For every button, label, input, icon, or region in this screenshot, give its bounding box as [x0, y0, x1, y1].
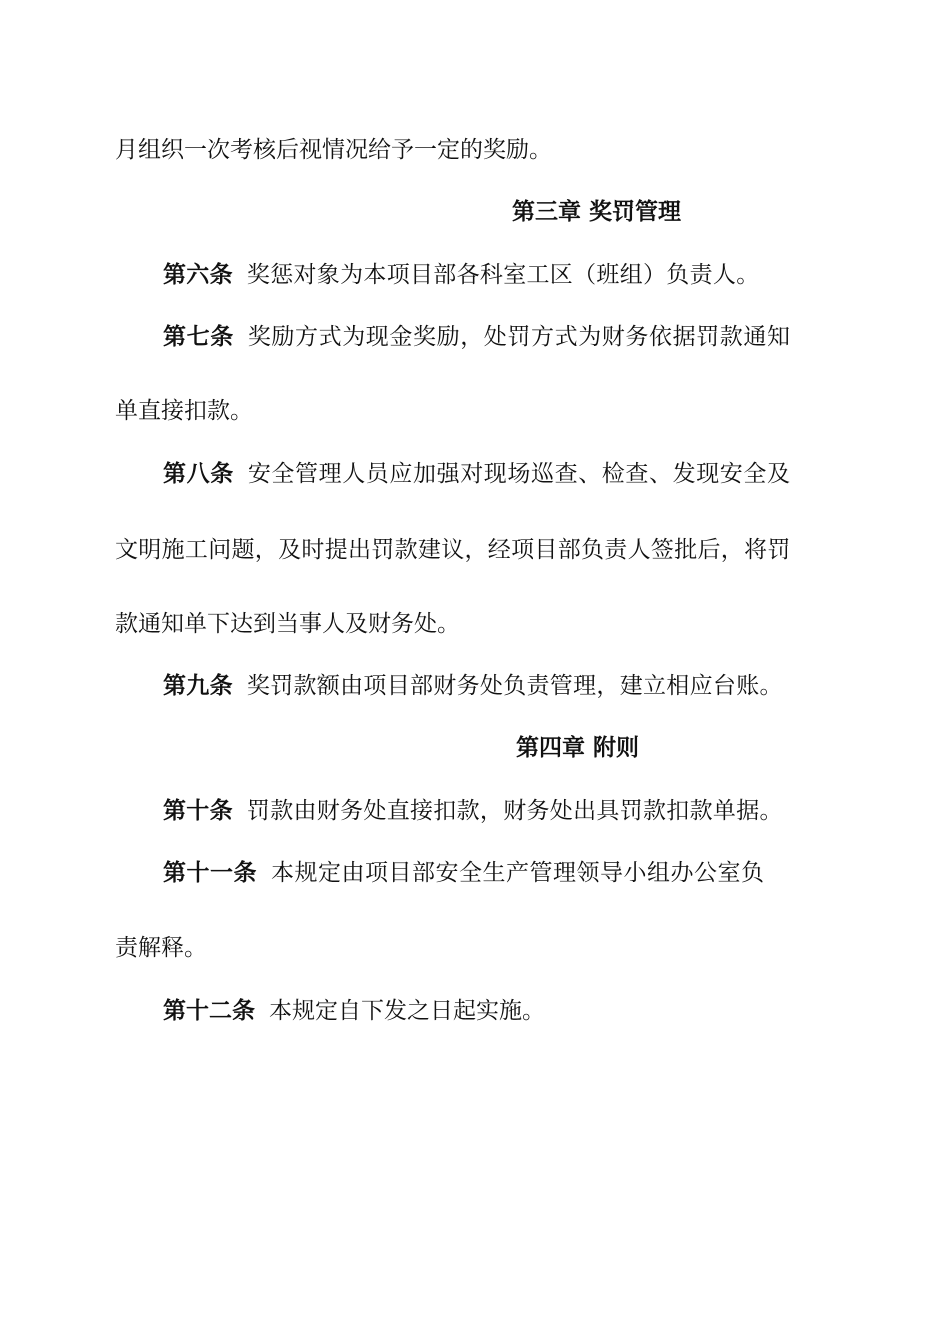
article-10: [163, 795, 837, 827]
article-10-text: 罚款由财务处直接扣款，财务处出具罚款扣款单据。: [246, 798, 783, 824]
article-7: [163, 321, 837, 353]
article-11: [163, 857, 837, 889]
article-12-text: 本规定自下发之日起实施。: [269, 998, 545, 1024]
article-6: [163, 259, 837, 291]
continuation-text: 月组织一次考核后视情况给予一定的奖励。: [115, 137, 552, 163]
article-7-label: 第七条: [163, 323, 234, 350]
article-8-text-1: 安全管理人员应加强对现场巡查、检查、发现安全及: [247, 461, 791, 487]
article-6-text: 奖惩对象为本项目部各科室工区（班组）负责人。: [246, 262, 760, 288]
article-8-text-3: 款通知单下达到当事人及财务处。: [115, 611, 460, 637]
article-11-label: 第十一条: [163, 859, 257, 886]
article-11-text-2: 责解释。: [115, 935, 207, 961]
article-9-label: 第九条: [163, 672, 233, 699]
article-10-label: 第十条: [163, 797, 233, 824]
article-7-text-2: 单直接扣款。: [115, 398, 253, 424]
article-11-text-1: 本规定由项目部安全生产管理领导小组办公室负: [271, 860, 765, 886]
chapter-4-title: 第四章 附则: [516, 734, 640, 761]
article-8-text-2: 文明施工问题，及时提出罚款建议，经项目部负责人签批后，将罚: [115, 537, 791, 563]
article-12-label: 第十二条: [163, 997, 255, 1024]
article-12: [163, 995, 837, 1027]
article-9: [163, 670, 837, 702]
article-7-text-1: 奖励方式为现金奖励，处罚方式为财务依据罚款通知: [247, 324, 791, 350]
article-8: [163, 458, 837, 490]
article-9-text: 奖罚款额由项目部财务处负责管理，建立相应台账。: [246, 673, 783, 699]
chapter-3-title: 第三章 奖罚管理: [512, 198, 682, 225]
article-6-label: 第六条: [163, 261, 233, 288]
article-8-label: 第八条: [163, 460, 234, 487]
